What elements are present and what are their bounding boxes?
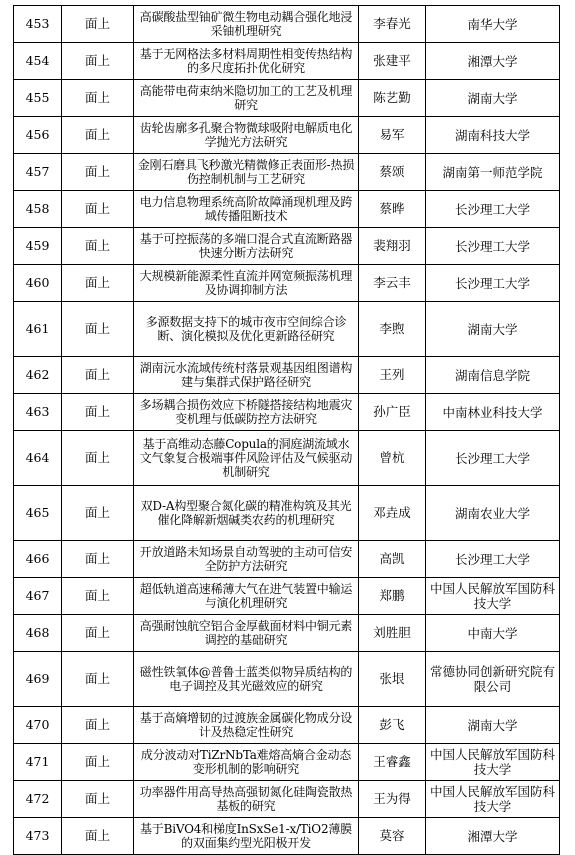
principal-investigator-text: 孙广臣 xyxy=(373,403,411,419)
institution-cell xyxy=(426,818,560,855)
project-number-text: 454 xyxy=(25,52,50,68)
project-type-cell xyxy=(62,191,134,228)
project-title-text: 基于BiVO4和梯度InSxSe1-x/TiO2薄膜的双面集约型光阳极开发 xyxy=(140,822,352,850)
project-title-cell xyxy=(134,486,359,541)
project-type-cell xyxy=(62,431,134,486)
institution-text: 湘潭大学 xyxy=(467,828,518,844)
principal-investigator-text: 张垠 xyxy=(379,670,405,686)
principal-investigator-cell xyxy=(359,117,426,154)
institution-cell xyxy=(426,191,560,228)
institution-text: 湖南大学 xyxy=(467,321,518,337)
project-number-text: 470 xyxy=(25,716,50,732)
project-number-cell xyxy=(14,578,62,615)
institution-text: 长沙理工大学 xyxy=(454,275,530,291)
project-number-cell xyxy=(14,652,62,707)
project-type-cell xyxy=(62,541,134,578)
institution-cell xyxy=(426,652,560,707)
project-number-text: 455 xyxy=(25,89,50,105)
project-type-text: 面上 xyxy=(84,716,110,732)
project-type-text: 面上 xyxy=(84,624,110,640)
principal-investigator-cell xyxy=(359,357,426,394)
project-type-text: 面上 xyxy=(84,827,110,843)
principal-investigator-cell xyxy=(359,818,426,855)
table-row xyxy=(14,191,560,228)
table-body xyxy=(14,6,560,855)
project-number-text: 465 xyxy=(25,504,50,520)
project-number-text: 469 xyxy=(25,670,50,686)
project-type-cell xyxy=(62,394,134,431)
project-title-text: 超低轨道高速稀薄大气在进气装置中输运与演化机理研究 xyxy=(139,582,353,610)
project-type-cell xyxy=(62,781,134,818)
project-title-cell xyxy=(134,191,359,228)
institution-text: 南华大学 xyxy=(467,16,518,32)
project-title-cell xyxy=(134,6,359,43)
institution-text: 中国人民解放军国防科技大学 xyxy=(429,581,555,611)
project-number-cell xyxy=(14,265,62,302)
principal-investigator-text: 邓垚成 xyxy=(373,504,411,520)
institution-text: 长沙理工大学 xyxy=(454,201,530,217)
project-title-cell xyxy=(134,43,359,80)
project-type-text: 面上 xyxy=(84,52,110,68)
project-type-text: 面上 xyxy=(84,550,110,566)
institution-text: 湖南第一师范学院 xyxy=(442,164,543,180)
project-type-text: 面上 xyxy=(84,15,110,31)
project-title-cell xyxy=(134,578,359,615)
table-row xyxy=(14,80,560,117)
project-number-text: 461 xyxy=(25,320,50,336)
project-title-text: 基于无网格法多材料周期性相变传热结构的多尺度拓扑优化研究 xyxy=(139,47,353,75)
principal-investigator-cell xyxy=(359,6,426,43)
project-number-cell xyxy=(14,615,62,652)
table-row xyxy=(14,578,560,615)
institution-text: 长沙理工大学 xyxy=(454,238,530,254)
project-number-cell xyxy=(14,80,62,117)
project-title-cell xyxy=(134,781,359,818)
institution-cell xyxy=(426,265,560,302)
project-type-cell xyxy=(62,486,134,541)
project-title-text: 金刚石磨具飞秒激光精微修正表面形-热损伤控制机制与工艺研究 xyxy=(137,158,355,186)
project-title-cell xyxy=(134,818,359,855)
table-row xyxy=(14,615,560,652)
project-type-cell xyxy=(62,615,134,652)
project-title-cell xyxy=(134,744,359,781)
table-row xyxy=(14,302,560,357)
project-type-text: 面上 xyxy=(84,504,110,520)
institution-cell xyxy=(426,486,560,541)
project-number-cell xyxy=(14,818,62,855)
project-title-cell xyxy=(134,431,359,486)
project-title-text: 基于高维动态藤Copula的洞庭湖流域水文气象复合极端事件风险评估及气候驱动机制研究 xyxy=(139,437,353,479)
project-title-cell xyxy=(134,707,359,744)
table-row xyxy=(14,744,560,781)
principal-investigator-cell xyxy=(359,781,426,818)
project-title-cell xyxy=(134,80,359,117)
project-type-cell xyxy=(62,707,134,744)
principal-investigator-cell xyxy=(359,431,426,486)
principal-investigator-text: 高凯 xyxy=(379,550,405,566)
project-title-text: 高强耐蚀航空铝合金厚截面材料中铜元素调控的基础研究 xyxy=(139,619,353,647)
project-title-cell xyxy=(134,302,359,357)
project-title-text: 成分波动对TiZrNbTa难熔高熵合金动态变形机制的影响研究 xyxy=(140,748,352,776)
project-type-text: 面上 xyxy=(84,163,110,179)
institution-text: 长沙理工大学 xyxy=(454,450,530,466)
institution-cell xyxy=(426,615,560,652)
institution-cell xyxy=(426,228,560,265)
project-type-text: 面上 xyxy=(84,403,110,419)
institution-text: 湖南农业大学 xyxy=(454,505,530,521)
project-number-text: 468 xyxy=(25,624,50,640)
project-number-text: 472 xyxy=(25,790,50,806)
project-number-cell xyxy=(14,302,62,357)
principal-investigator-cell xyxy=(359,228,426,265)
project-number-cell xyxy=(14,744,62,781)
project-type-cell xyxy=(62,818,134,855)
project-number-cell xyxy=(14,154,62,191)
table-row xyxy=(14,265,560,302)
project-number-text: 462 xyxy=(25,366,50,382)
principal-investigator-cell xyxy=(359,265,426,302)
principal-investigator-text: 莫容 xyxy=(379,827,405,843)
institution-cell xyxy=(426,744,560,781)
project-type-text: 面上 xyxy=(84,670,110,686)
project-title-text: 基于可控振荡的多端口混合式直流断路器快速分断方法研究 xyxy=(139,232,353,260)
institution-cell xyxy=(426,154,560,191)
principal-investigator-cell xyxy=(359,578,426,615)
principal-investigator-text: 刘胜胆 xyxy=(373,624,411,640)
project-number-cell xyxy=(14,431,62,486)
principal-investigator-text: 陈艺勤 xyxy=(373,89,411,105)
project-title-text: 磁性铁氧体@普鲁士蓝类似物异质结构的电子调控及其光磁效应的研究 xyxy=(139,665,353,693)
project-type-text: 面上 xyxy=(84,237,110,253)
project-number-text: 458 xyxy=(25,200,50,216)
project-title-text: 湖南沅水流域传统村落景观基因组图谱构建与集群式保护路径研究 xyxy=(139,361,353,389)
project-number-cell xyxy=(14,43,62,80)
principal-investigator-cell xyxy=(359,394,426,431)
institution-cell xyxy=(426,6,560,43)
principal-investigator-text: 裴翔羽 xyxy=(373,237,411,253)
institution-text: 中南林业科技大学 xyxy=(442,404,543,420)
institution-cell xyxy=(426,541,560,578)
project-title-text: 开放道路未知场景自动驾驶的主动可信安全防护方法研究 xyxy=(139,545,353,573)
project-type-text: 面上 xyxy=(84,366,110,382)
project-number-text: 459 xyxy=(25,237,50,253)
project-title-cell xyxy=(134,228,359,265)
institution-cell xyxy=(426,117,560,154)
table-row xyxy=(14,707,560,744)
project-number-text: 464 xyxy=(25,449,50,465)
project-type-cell xyxy=(62,302,134,357)
project-type-cell xyxy=(62,117,134,154)
principal-investigator-text: 李云丰 xyxy=(373,274,411,290)
table-row xyxy=(14,781,560,818)
institution-cell xyxy=(426,80,560,117)
project-title-cell xyxy=(134,117,359,154)
project-number-text: 460 xyxy=(25,274,50,290)
institution-cell xyxy=(426,578,560,615)
principal-investigator-text: 郑鹏 xyxy=(379,587,405,603)
project-type-text: 面上 xyxy=(84,753,110,769)
principal-investigator-cell xyxy=(359,154,426,191)
principal-investigator-text: 张建平 xyxy=(373,52,411,68)
institution-text: 中国人民解放军国防科技大学 xyxy=(429,747,555,777)
project-number-cell xyxy=(14,228,62,265)
table-row xyxy=(14,43,560,80)
project-number-text: 471 xyxy=(25,753,50,769)
project-title-text: 高碳酸盐型铀矿微生物电动耦合强化地浸采铀机理研究 xyxy=(139,10,353,38)
project-type-cell xyxy=(62,6,134,43)
institution-text: 湘潭大学 xyxy=(467,53,518,69)
table-row xyxy=(14,541,560,578)
principal-investigator-text: 易军 xyxy=(379,126,405,142)
institution-cell xyxy=(426,781,560,818)
institution-text: 常德协同创新研究院有限公司 xyxy=(429,664,555,694)
project-number-cell xyxy=(14,357,62,394)
project-type-text: 面上 xyxy=(84,587,110,603)
project-type-text: 面上 xyxy=(84,320,110,336)
project-type-text: 面上 xyxy=(84,274,110,290)
institution-text: 中南大学 xyxy=(467,625,518,641)
project-number-cell xyxy=(14,781,62,818)
project-title-cell xyxy=(134,394,359,431)
project-title-text: 多场耦合损伤效应下桥隧搭接结构地震灾变机理与低碳防控方法研究 xyxy=(139,398,353,426)
principal-investigator-cell xyxy=(359,80,426,117)
project-type-cell xyxy=(62,228,134,265)
project-title-cell xyxy=(134,652,359,707)
project-title-cell xyxy=(134,541,359,578)
table-row xyxy=(14,818,560,855)
principal-investigator-cell xyxy=(359,541,426,578)
table-row xyxy=(14,154,560,191)
principal-investigator-text: 蔡颂 xyxy=(379,163,405,179)
project-title-text: 电力信息物理系统高阶故障涌现机理及跨域传播阻断技术 xyxy=(139,195,353,223)
principal-investigator-cell xyxy=(359,486,426,541)
principal-investigator-cell xyxy=(359,43,426,80)
institution-cell xyxy=(426,707,560,744)
principal-investigator-text: 王为得 xyxy=(373,790,411,806)
project-title-text: 高能带电荷束纳米隐切加工的工艺及机理研究 xyxy=(139,84,353,112)
project-number-text: 467 xyxy=(25,587,50,603)
principal-investigator-cell xyxy=(359,615,426,652)
institution-text: 湖南大学 xyxy=(467,90,518,106)
project-type-cell xyxy=(62,652,134,707)
project-number-text: 457 xyxy=(25,163,50,179)
institution-cell xyxy=(426,302,560,357)
table-row xyxy=(14,6,560,43)
principal-investigator-cell xyxy=(359,191,426,228)
institution-text: 湖南信息学院 xyxy=(454,367,530,383)
project-number-text: 456 xyxy=(25,126,50,142)
principal-investigator-text: 李煦 xyxy=(379,320,405,336)
project-type-cell xyxy=(62,357,134,394)
project-type-cell xyxy=(62,80,134,117)
institution-cell xyxy=(426,357,560,394)
project-title-cell xyxy=(134,154,359,191)
institution-cell xyxy=(426,394,560,431)
principal-investigator-cell xyxy=(359,744,426,781)
project-type-cell xyxy=(62,578,134,615)
project-type-text: 面上 xyxy=(84,200,110,216)
project-number-cell xyxy=(14,191,62,228)
principal-investigator-text: 曾杭 xyxy=(379,449,405,465)
project-number-text: 473 xyxy=(25,827,50,843)
project-list-table xyxy=(13,5,560,855)
institution-text: 长沙理工大学 xyxy=(454,551,530,567)
institution-text: 湖南大学 xyxy=(467,717,518,733)
table-row xyxy=(14,228,560,265)
principal-investigator-text: 王列 xyxy=(379,366,405,382)
project-number-cell xyxy=(14,541,62,578)
principal-investigator-text: 蔡晔 xyxy=(379,200,405,216)
principal-investigator-cell xyxy=(359,302,426,357)
institution-cell xyxy=(426,431,560,486)
table-row xyxy=(14,652,560,707)
principal-investigator-cell xyxy=(359,707,426,744)
principal-investigator-text: 彭飞 xyxy=(379,716,405,732)
project-number-cell xyxy=(14,394,62,431)
project-title-text: 基于高熵增韧的过渡族金属碳化物成分设计及热稳定性研究 xyxy=(139,711,353,739)
project-number-cell xyxy=(14,486,62,541)
project-number-text: 453 xyxy=(25,15,50,31)
project-title-text: 功率器件用高导热高强韧氮化硅陶瓷散热基板的研究 xyxy=(139,785,353,813)
project-number-cell xyxy=(14,707,62,744)
institution-cell xyxy=(426,43,560,80)
principal-investigator-text: 李春光 xyxy=(373,15,411,31)
principal-investigator-text: 王睿鑫 xyxy=(373,753,411,769)
project-number-cell xyxy=(14,117,62,154)
table-row xyxy=(14,394,560,431)
project-type-cell xyxy=(62,265,134,302)
table-row xyxy=(14,486,560,541)
project-number-text: 466 xyxy=(25,550,50,566)
institution-text: 中国人民解放军国防科技大学 xyxy=(429,784,555,814)
project-title-text: 齿轮齿廓多孔聚合物微球吸附电解质电化学抛光方法研究 xyxy=(139,121,353,149)
project-number-text: 463 xyxy=(25,403,50,419)
table-row xyxy=(14,357,560,394)
project-title-cell xyxy=(134,357,359,394)
project-type-cell xyxy=(62,43,134,80)
project-type-text: 面上 xyxy=(84,126,110,142)
table-row xyxy=(14,431,560,486)
principal-investigator-cell xyxy=(359,652,426,707)
project-title-text: 大规模新能源柔性直流并网宽频振荡机理及协调抑制方法 xyxy=(139,269,353,297)
project-title-cell xyxy=(134,615,359,652)
project-type-cell xyxy=(62,154,134,191)
project-title-cell xyxy=(134,265,359,302)
table-row xyxy=(14,117,560,154)
project-number-cell xyxy=(14,6,62,43)
project-type-text: 面上 xyxy=(84,89,110,105)
project-title-text: 多源数据支持下的城市夜市空间综合诊断、演化模拟及优化更新路径研究 xyxy=(145,315,347,343)
project-type-text: 面上 xyxy=(84,790,110,806)
institution-text: 湖南科技大学 xyxy=(454,127,530,143)
project-type-cell xyxy=(62,744,134,781)
project-title-text: 双D-A构型聚合氮化碳的精准构筑及其光催化降解新烟碱类农药的机理研究 xyxy=(140,499,352,527)
project-type-text: 面上 xyxy=(84,449,110,465)
